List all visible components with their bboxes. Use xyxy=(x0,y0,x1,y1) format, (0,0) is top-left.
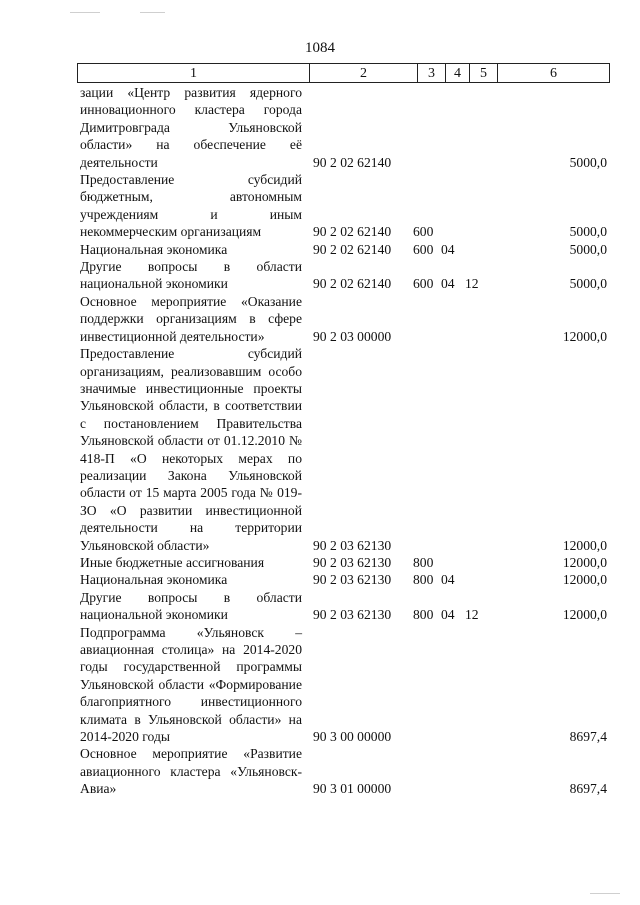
row-target-code: 90 2 02 62140 xyxy=(313,276,392,292)
row-expense-type: 800 xyxy=(413,607,434,623)
row-sum: 12000,0 xyxy=(562,328,607,344)
row-section: 04 xyxy=(441,276,455,292)
table-row xyxy=(80,171,610,241)
row-name: Национальная экономика xyxy=(80,572,228,588)
table-body xyxy=(80,84,610,798)
column-header-1: 1 xyxy=(78,64,310,82)
row-name: Предоставление субсидий бюджетным, автономным учреждениям и иным некоммерческим организациям xyxy=(80,172,302,240)
row-name: зации «Центр развития ядерного инновационного кластера города Димитровграда Ульяновской области» на обеспечение её деятельности xyxy=(80,85,302,170)
row-name: Иные бюджетные ассигнования xyxy=(80,554,265,570)
table-row xyxy=(80,293,610,345)
row-name: Предоставление субсидий организациям, реализовавшим особо значимые инвестиционные проекты Ульяновской области, в соответствии с постановлением Правительства Ульяновской области от 01.12.2010 № 418-П «О некоторых мерах по реализации Закона Ульяновской области от 15 марта 2005 года № 019-ЗО «О развитии инвестиционной деятельности на территории Ульяновской области» xyxy=(80,346,302,553)
table-row xyxy=(80,745,610,797)
row-sum: 8697,4 xyxy=(569,781,607,797)
row-sum: 12000,0 xyxy=(562,607,607,623)
row-expense-type: 600 xyxy=(413,224,434,240)
row-target-code: 90 2 03 62130 xyxy=(313,554,392,570)
table-row xyxy=(80,554,610,571)
row-name: Другие вопросы в области национальной экономики xyxy=(80,589,302,623)
table-header xyxy=(77,63,610,83)
row-sum: 12000,0 xyxy=(562,554,607,570)
table-row xyxy=(80,258,610,293)
row-sum: 5000,0 xyxy=(569,241,607,257)
column-header-2: 2 xyxy=(310,64,418,82)
row-name: Подпрограмма «Ульяновск – авиационная столица» на 2014-2020 годы государственной программы Ульяновской области «Формирование благоприятного инвестиционного климата в Ульяновской области» на 2014-2020 годы xyxy=(80,624,302,745)
row-sum: 8697,4 xyxy=(569,729,607,745)
row-target-code: 90 3 01 00000 xyxy=(313,781,392,797)
table-row xyxy=(80,241,610,258)
row-expense-type: 800 xyxy=(413,554,434,570)
row-target-code: 90 2 02 62140 xyxy=(313,224,392,240)
row-section: 04 xyxy=(441,241,455,257)
row-sum: 5000,0 xyxy=(569,224,607,240)
row-target-code: 90 2 02 62140 xyxy=(313,154,392,170)
row-sum: 5000,0 xyxy=(569,154,607,170)
column-header-6: 6 xyxy=(550,66,557,81)
row-section: 04 xyxy=(441,607,455,623)
row-sum: 12000,0 xyxy=(562,572,607,588)
row-expense-type: 600 xyxy=(413,241,434,257)
row-sum: 12000,0 xyxy=(562,537,607,553)
row-target-code: 90 2 03 62130 xyxy=(313,607,392,623)
row-target-code: 90 2 02 62140 xyxy=(313,241,392,257)
row-target-code: 90 2 03 62130 xyxy=(313,572,392,588)
row-expense-type: 800 xyxy=(413,572,434,588)
row-section: 04 xyxy=(441,572,455,588)
scan-artifact xyxy=(140,12,165,13)
table-row xyxy=(80,345,610,554)
row-target-code: 90 2 03 62130 xyxy=(313,537,392,553)
row-sum: 5000,0 xyxy=(569,276,607,292)
table-row xyxy=(80,84,610,171)
row-subsection: 12 xyxy=(465,607,479,623)
column-header-3: 3 xyxy=(418,64,446,82)
row-name: Другие вопросы в области национальной экономики xyxy=(80,259,302,292)
table-row xyxy=(80,571,610,588)
table-row xyxy=(80,624,610,746)
row-name: Основное мероприятие «Оказание поддержки организациям в сфере инвестиционной деятельности» xyxy=(80,293,302,344)
row-expense-type: 600 xyxy=(413,276,434,292)
scan-artifact xyxy=(590,893,620,894)
row-name: Основное мероприятие «Развитие авиационного кластера «Ульяновск-Авиа» xyxy=(80,746,302,797)
table-row xyxy=(80,589,610,624)
row-name: Национальная экономика xyxy=(80,241,228,257)
row-target-code: 90 2 03 00000 xyxy=(313,328,392,344)
row-target-code: 90 3 00 00000 xyxy=(313,729,392,745)
page-number: 1084 xyxy=(305,40,335,56)
column-header-5: 5 xyxy=(470,64,498,82)
row-subsection: 12 xyxy=(465,276,479,292)
column-header-4: 4 xyxy=(446,64,470,82)
scan-artifact xyxy=(70,12,100,13)
